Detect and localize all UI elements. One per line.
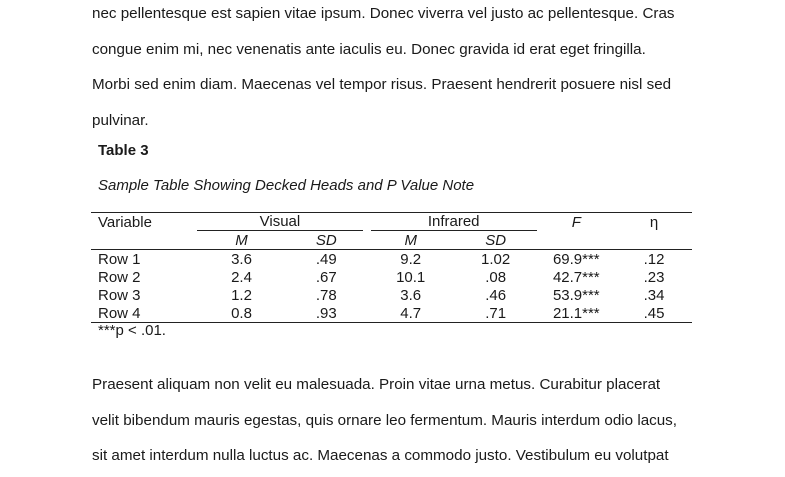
header-m: M (367, 231, 455, 250)
table-cell: .71 (455, 304, 537, 323)
table-cell: .23 (643, 268, 665, 286)
table-cell: 9.2 (400, 250, 422, 268)
table-cell: 69.9*** (552, 250, 600, 268)
table-cell: 0.8 (197, 304, 286, 323)
header-m: M (197, 231, 286, 250)
header-sd: SD (286, 231, 367, 250)
table-row (91, 250, 692, 269)
paragraph-line: nec pellentesque est sapien vitae ipsum. Donec viverra vel justo ac pellentesque. Cras (92, 5, 675, 22)
header-eta: η (616, 213, 692, 232)
header-row-sub (91, 231, 692, 250)
table-cell: 10.1 (396, 268, 426, 286)
paragraph-line: sit amet interdum nulla luctus ac. Maecenas a commodo justo. Vestibulum eu volutpat (92, 447, 669, 464)
header-infrared (367, 213, 537, 232)
table-cell: 21.1*** (537, 304, 616, 323)
table-cell: 2.4 (231, 268, 252, 286)
header-visual-label: Visual (259, 213, 301, 230)
table-number: Table 3 (98, 142, 149, 159)
table-cell: .67 (315, 268, 337, 286)
table-cell: 3.6 (231, 250, 252, 268)
table-cell: .34 (643, 286, 665, 304)
table-cell: .93 (286, 304, 367, 323)
paragraph-top (92, 0, 702, 138)
header-f: F (537, 213, 616, 232)
table-cell: .49 (315, 250, 337, 268)
table-cell: .78 (315, 286, 337, 304)
header-infrared-label: Infrared (427, 213, 480, 230)
header-variable: Variable (91, 213, 197, 232)
table-cell: 53.9*** (552, 286, 600, 304)
data-table (91, 212, 692, 323)
header-visual (197, 213, 367, 232)
table-cell: 3.6 (400, 286, 422, 304)
header-sd: SD (455, 231, 537, 250)
table-row (91, 286, 692, 304)
table-cell: 1.02 (481, 250, 511, 268)
paragraph-line: congue enim mi, nec venenatis ante iaculis eu. Donec gravida id erat eget fringilla. (92, 40, 646, 58)
table-cell: Row 4 (91, 304, 197, 323)
table-cell: 1.2 (231, 286, 252, 304)
table-cell: 4.7 (367, 304, 455, 323)
paragraph-line: Morbi sed enim diam. Maecenas vel tempor risus. Praesent hendrerit posuere nisl sed (92, 76, 672, 93)
header-row-groups (91, 213, 692, 232)
table-cell: Row 2 (98, 268, 141, 286)
paragraph-line: pulvinar. (92, 111, 149, 129)
table-cell: .46 (485, 286, 507, 304)
table-cell: Row 1 (98, 250, 141, 268)
paragraph-bottom (92, 367, 702, 474)
table-cell: Row 3 (98, 286, 141, 304)
paragraph-line: Praesent aliquam non velit eu malesuada. Proin vitae urna metus. Curabitur placerat (92, 376, 661, 393)
table-cell: .12 (643, 250, 665, 268)
table-caption: Sample Table Showing Decked Heads and P Value Note (98, 177, 475, 194)
paragraph-line: velit bibendum mauris egestas, quis ornare leo fermentum. Mauris interdum odio lacus, (92, 411, 677, 429)
table-note: ***p < .01. (98, 322, 166, 339)
table-row (91, 304, 692, 323)
table-cell: 42.7*** (552, 268, 600, 286)
table-cell: .45 (616, 304, 692, 323)
table-row (91, 268, 692, 286)
table-cell: .08 (485, 268, 507, 286)
